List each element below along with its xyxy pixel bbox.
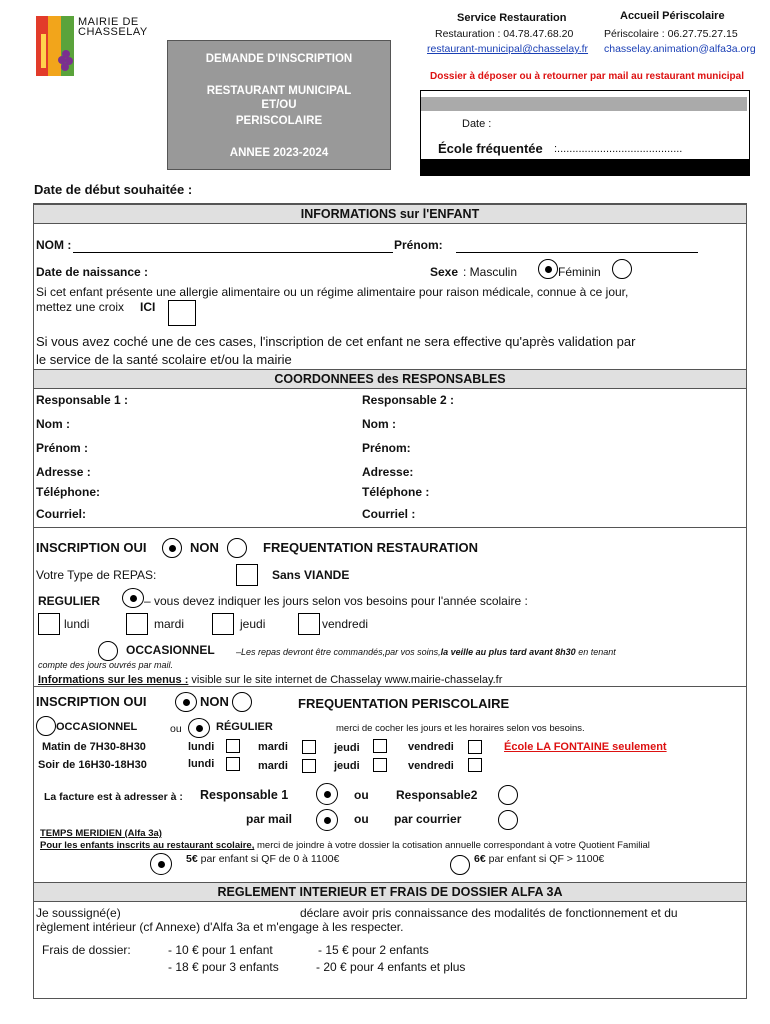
ecole-field[interactable]: :......................................... xyxy=(554,143,683,155)
cotisation-5-radio[interactable] xyxy=(150,853,172,875)
dossier-shaded-bar xyxy=(421,97,747,111)
soir-jeudi-label: jeudi xyxy=(334,760,360,772)
matin-jeudi-checkbox[interactable] xyxy=(373,739,387,753)
soir-lundi-label: lundi xyxy=(188,758,215,770)
facture-label: La facture est à adresser à : xyxy=(44,791,183,803)
cotisation-5-text: 5€ par enfant si QF de 0 à 1100€ xyxy=(186,853,340,865)
matin-vendredi-label: vendredi xyxy=(408,741,454,753)
title-line-4: PERISCOLAIRE xyxy=(235,115,323,127)
sans-viande-checkbox[interactable] xyxy=(236,564,258,586)
occasionnel-note-2: compte des jours ouvrés par mail. xyxy=(38,660,174,670)
resto-non-label: NON xyxy=(190,540,219,555)
service-phone: Restauration : 04.78.47.68.20 xyxy=(435,28,574,40)
allergie-checkbox[interactable] xyxy=(168,300,196,326)
type-repas-label: Votre Type de REPAS: xyxy=(36,568,157,582)
matin-vendredi-checkbox[interactable] xyxy=(468,740,482,754)
accueil-email[interactable]: chasselay.animation@alfa3a.org xyxy=(604,43,756,55)
resp1-nom: Nom : xyxy=(36,417,70,431)
matin-label: Matin de 7H30-8H30 xyxy=(42,741,146,753)
allergie-text-1: Si cet enfant présente une allergie alimentaire ou un régime alimentaire pour raison médicale, connue à ce jour, xyxy=(36,285,629,299)
peri-regulier-radio[interactable] xyxy=(188,718,210,738)
facture-resp2-label: Responsable2 xyxy=(396,788,478,802)
service-title: Service Restauration xyxy=(457,12,567,24)
frais-3-enfants: - 18 € pour 3 enfants xyxy=(168,960,279,974)
resp2-adresse: Adresse: xyxy=(362,465,414,479)
soir-vendredi-label: vendredi xyxy=(408,760,454,772)
soussigne-label: Je soussigné(e) xyxy=(36,906,121,920)
resto-non-radio[interactable] xyxy=(227,538,247,558)
resp2-courriel: Courriel : xyxy=(362,507,416,521)
fontaine-note: École LA FONTAINE seulement xyxy=(504,741,667,753)
section-reglement: REGLEMENT INTERIEUR ET FRAIS DE DOSSIER ALFA 3A xyxy=(34,882,746,902)
resto-mardi-checkbox[interactable] xyxy=(126,613,148,635)
title-line-2: RESTAURANT MUNICIPAL xyxy=(206,85,352,97)
accueil-phone: Périscolaire : 06.27.75.27.15 xyxy=(604,28,738,40)
feminin-label: Féminin xyxy=(558,265,601,279)
resto-regulier-label: REGULIER xyxy=(38,594,101,608)
prenom-label: Prénom: xyxy=(394,238,443,252)
soir-lundi-checkbox[interactable] xyxy=(226,757,240,771)
naissance-label: Date de naissance : xyxy=(36,265,149,279)
ecole-label: École fréquentée xyxy=(438,141,543,156)
matin-lundi-label: lundi xyxy=(188,741,215,753)
ici-label: ICI xyxy=(140,300,156,314)
title-line-1: DEMANDE D'INSCRIPTION xyxy=(205,53,353,65)
section-enfant: INFORMATIONS sur l'ENFANT xyxy=(34,204,746,224)
soir-mardi-label: mardi xyxy=(258,760,288,772)
masculin-radio[interactable] xyxy=(538,259,558,279)
enfants-note: Pour les enfants inscrits au restaurant scolaire, merci de joindre à votre dossier la cotisation annuelle correspondant à votre Quotient Familial xyxy=(40,840,650,851)
declare-text: déclare avoir pris connaissance des modalités de fonctionnement et du xyxy=(300,906,678,920)
resto-occasionnel-label: OCCASIONNEL xyxy=(126,643,215,657)
cotisation-6-radio[interactable] xyxy=(450,855,470,875)
nom-label: NOM : xyxy=(36,238,72,252)
divider-periscolaire xyxy=(34,686,746,687)
peri-non-radio[interactable] xyxy=(232,692,252,712)
resto-occasionnel-radio[interactable] xyxy=(98,641,118,661)
title-line-5: ANNEE 2023-2024 xyxy=(229,147,329,159)
resto-jeudi-label: jeudi xyxy=(240,617,266,631)
prenom-field[interactable] xyxy=(456,252,698,253)
matin-mardi-label: mardi xyxy=(258,741,288,753)
frais-4-enfants: - 20 € pour 4 enfants et plus xyxy=(316,960,466,974)
soir-jeudi-checkbox[interactable] xyxy=(373,758,387,772)
resto-oui-radio[interactable] xyxy=(162,538,182,558)
soir-mardi-checkbox[interactable] xyxy=(302,759,316,773)
facture-resp1-radio[interactable] xyxy=(316,783,338,805)
sexe-label: Sexe xyxy=(430,265,459,279)
occasionnel-note: –Les repas devront être commandés,par vos soins,la veille au plus tard avant 8h30 en tenant xyxy=(236,647,616,657)
par-courrier-label: par courrier xyxy=(394,812,462,826)
resp1-telephone: Téléphone: xyxy=(36,485,101,499)
dossier-black-bar xyxy=(421,159,749,175)
chasselay-logo xyxy=(36,16,74,76)
resp2-telephone: Téléphone : xyxy=(362,485,430,499)
frais-1-enfant: - 10 € pour 1 enfant xyxy=(168,943,273,957)
divider-restauration xyxy=(34,527,746,528)
resp2-nom: Nom : xyxy=(362,417,396,431)
matin-jeudi-label: jeudi xyxy=(334,742,360,754)
resto-section-title: FREQUENTATION RESTAURATION xyxy=(263,540,478,555)
resto-jeudi-checkbox[interactable] xyxy=(212,613,234,635)
service-email[interactable]: restaurant-municipal@chasselay.fr xyxy=(427,43,589,55)
masculin-label: : Masculin xyxy=(463,265,518,279)
peri-occasionnel-label: OCCASIONNEL xyxy=(56,721,138,733)
temps-meridien-title: TEMPS MERIDIEN (Alfa 3a) xyxy=(40,828,162,839)
resto-vendredi-checkbox[interactable] xyxy=(298,613,320,635)
peri-regulier-label: RÉGULIER xyxy=(216,721,273,733)
par-mail-radio[interactable] xyxy=(316,809,338,831)
peri-section-title: FREQUENTATION PERISCOLAIRE xyxy=(298,696,510,711)
resp2-prenom: Prénom: xyxy=(362,441,411,455)
par-courrier-radio[interactable] xyxy=(498,810,518,830)
par-mail-label: par mail xyxy=(246,812,293,826)
peri-ou-label: ou xyxy=(170,723,182,735)
resto-inscription-label: INSCRIPTION OUI xyxy=(36,540,147,555)
matin-lundi-checkbox[interactable] xyxy=(226,739,240,753)
resp2-label: Responsable 2 : xyxy=(362,393,455,407)
soir-label: Soir de 16H30-18H30 xyxy=(38,759,147,771)
form-title-box xyxy=(167,40,391,170)
frais-label: Frais de dossier: xyxy=(42,943,131,957)
date-debut-label: Date de début souhaitée : xyxy=(34,182,193,197)
soir-vendredi-checkbox[interactable] xyxy=(468,758,482,772)
menus-info: Informations sur les menus : visible sur le site internet de Chasselay www.mairie-chasselay.fr xyxy=(38,674,503,686)
matin-mardi-checkbox[interactable] xyxy=(302,740,316,754)
logo-text-1: MAIRIE DE xyxy=(78,16,139,28)
regulier-note: – vous devez indiquer les jours selon vos besoins pour l'année scolaire : xyxy=(144,594,528,608)
peri-oui-radio[interactable] xyxy=(175,692,197,712)
peri-non-label: NON xyxy=(200,694,229,709)
warning-text-2: le service de la santé scolaire et/ou la mairie xyxy=(36,352,292,367)
warning-text-1: Si vous avez coché une de ces cases, l'inscription de cet enfant ne sera effective qu'après validation par xyxy=(36,334,636,349)
resp1-label: Responsable 1 : xyxy=(36,393,129,407)
peri-inscription-label: INSCRIPTION OUI xyxy=(36,694,147,709)
facture-ou-label: ou xyxy=(354,788,369,802)
logo-text-2: CHASSELAY xyxy=(78,26,148,38)
section-responsables: COORDONNEES des RESPONSABLES xyxy=(34,369,746,389)
peri-occasionnel-radio[interactable] xyxy=(36,716,56,736)
dossier-note: Dossier à déposer ou à retourner par mail au restaurant municipal xyxy=(430,71,744,82)
title-line-3: ET/OU xyxy=(261,99,297,111)
date-label: Date : xyxy=(462,118,492,130)
resto-vendredi-label: vendredi xyxy=(322,617,369,631)
feminin-radio[interactable] xyxy=(612,259,632,279)
nom-field[interactable] xyxy=(73,252,393,253)
par-mail-ou-label: ou xyxy=(354,812,369,826)
resp1-courriel: Courriel: xyxy=(36,507,87,521)
accueil-title: Accueil Périscolaire xyxy=(620,10,725,22)
reglement-text: règlement intérieur (cf Annexe) d'Alfa 3a et m'engage à les respecter. xyxy=(36,920,404,934)
sans-viande-label: Sans VIANDE xyxy=(272,568,350,582)
resp1-prenom: Prénom : xyxy=(36,441,89,455)
resto-lundi-checkbox[interactable] xyxy=(38,613,60,635)
facture-resp2-radio[interactable] xyxy=(498,785,518,805)
resp1-adresse: Adresse : xyxy=(36,465,91,479)
peri-merci-note: merci de cocher les jours et les horaires selon vos besoins. xyxy=(336,723,585,734)
resto-regulier-radio[interactable] xyxy=(122,588,144,608)
frais-2-enfants: - 15 € pour 2 enfants xyxy=(318,943,429,957)
cotisation-6-text: 6€ par enfant si QF > 1100€ xyxy=(474,853,605,865)
facture-resp1-label: Responsable 1 xyxy=(200,788,289,802)
resto-lundi-label: lundi xyxy=(64,617,90,631)
resto-mardi-label: mardi xyxy=(154,617,185,631)
allergie-text-2: mettez une croix xyxy=(36,300,125,314)
